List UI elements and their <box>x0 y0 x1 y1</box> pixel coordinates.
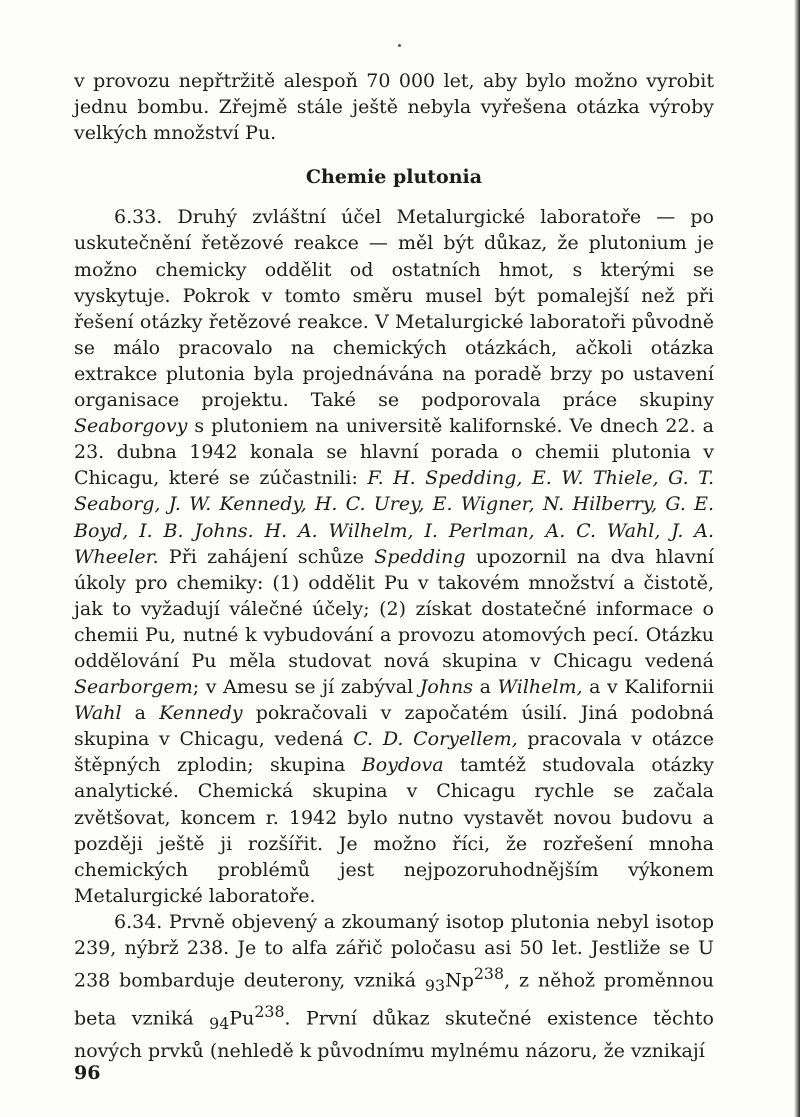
text-run: , z něhož proměnnou beta vzniká <box>74 969 714 1030</box>
text-run: 6.33. Druhý zvláštní účel Metalurgické laboratoře — po uskutečnění řetězové reakce — měl být důkaz, že plutonium je možno chemicky oddělit od ostatních hmot, s kterými se vyskytuje. Pokrok v tomto směru musel být pomalejší než při řešení otázky řetězové reakce. V Metalurgické laboratoři původně se málo pracovalo na chemických otázkách, ačkoli otázka extrakce plutonia byla projednávána na poradě brzy po ustavení organisace projektu. Také se podporovala práce skupiny <box>74 206 714 412</box>
text-run: Při zahájení schůze <box>158 545 375 568</box>
name-seaborgovy: Seaborgovy <box>74 415 188 438</box>
text-run: s plutoniem na universitě kalifornské. Ve dnech 22. a 23. dubna 1942 konala se hlavní porada o chemii plutonia v Chicagu, které se zúčastnili: <box>74 415 714 490</box>
text-run: ; v Amesu se jí zabýval <box>192 676 420 699</box>
text-run: pracovala v otázce štěpných zplodin; skupina <box>74 728 714 777</box>
name-searborgem: Searborgem <box>74 676 193 699</box>
pu-atomic-number: 94 <box>209 1014 230 1034</box>
pu-mass-number: 238 <box>254 1002 285 1022</box>
name-wahl: Wahl <box>74 702 122 725</box>
page-body <box>74 68 714 1064</box>
name-kennedy: Kennedy <box>159 702 243 725</box>
text-run: tamtéž studovala otázky analytické. Chemická skupina v Chicagu rychle se začala zvětšovat, koncem r. 1942 bylo nutno vystavět novou budovu a později ještě ji rozšířit. Je možno říci, že rozřešení mnoha chemických problémů jest nejpozoruhodnějším výkonem Metalurgické laboratoře. <box>74 754 714 907</box>
np-mass-number: 238 <box>473 964 505 984</box>
name-spedding: Spedding <box>374 545 466 568</box>
name-coryellem: C. D. Coryellem, <box>353 728 518 751</box>
page-edge <box>794 0 800 1117</box>
name-johns: Johns <box>419 676 474 699</box>
page-number: 96 <box>74 1062 101 1084</box>
intro-paragraph: v provozu nepřtržitě alespoň 70 000 let, aby bylo možno vyrobit jednu bombu. Zřejmě stále ještě nebyla vyřešena otázka výroby velkých množství Pu. <box>74 70 714 145</box>
np-atomic-number: 93 <box>424 976 446 996</box>
section-heading: Chemie plutonia <box>305 166 483 189</box>
speck-top <box>398 44 401 47</box>
text-run: a <box>473 676 498 699</box>
paragraph-6-33 <box>74 204 714 909</box>
text-run: upozornil na dva hlavní úkoly pro chemiky: (1) oddělit Pu v takovém množství a čistotě, jak to vyžadují válečné účely; (2) získat dostatečné informace o chemii Pu, nutné k vybudování a provozu atomových pecí. Otázku oddělování Pu měla studovat nová skupina v Chicagu vedená <box>74 545 714 672</box>
participant-names: F. H. Spedding, E. W. Thiele, G. T. Seaborg, J. W. Kennedy, H. C. Urey, E. Wigner, N. Hilberry, G. E. Boyd, I. B. Johns. H. A. Wilhelm, I. Perlman, A. C. Wahl, J. A. Wheeler. <box>74 467 714 568</box>
text-run: . První důkaz skutečné existence těchto nových prvků (nehledě k původnímu mylnému názoru, že vznikají <box>74 1007 714 1062</box>
text-run: pokračovali v započatém úsilí. Jiná podobná skupina v Chicagu, vedená <box>74 702 714 751</box>
pu-symbol: Pu <box>229 1007 255 1030</box>
text-run: a v Kalifornii <box>582 676 714 699</box>
text-run: 6.34. Prvně objevený a zkoumaný isotop plutonia nebyl isotop 239, nýbrž 238. Je to alfa zářič poločasu asi 50 let. Jestliže se U 238 bombarduje deuterony, vzniká <box>74 910 714 992</box>
name-boydova: Boydova <box>361 754 444 777</box>
np-symbol: Np <box>445 969 474 992</box>
name-wilhelm: Wilhelm, <box>497 676 583 699</box>
paragraph-6-34 <box>74 909 714 1064</box>
text-run: a <box>121 702 160 725</box>
